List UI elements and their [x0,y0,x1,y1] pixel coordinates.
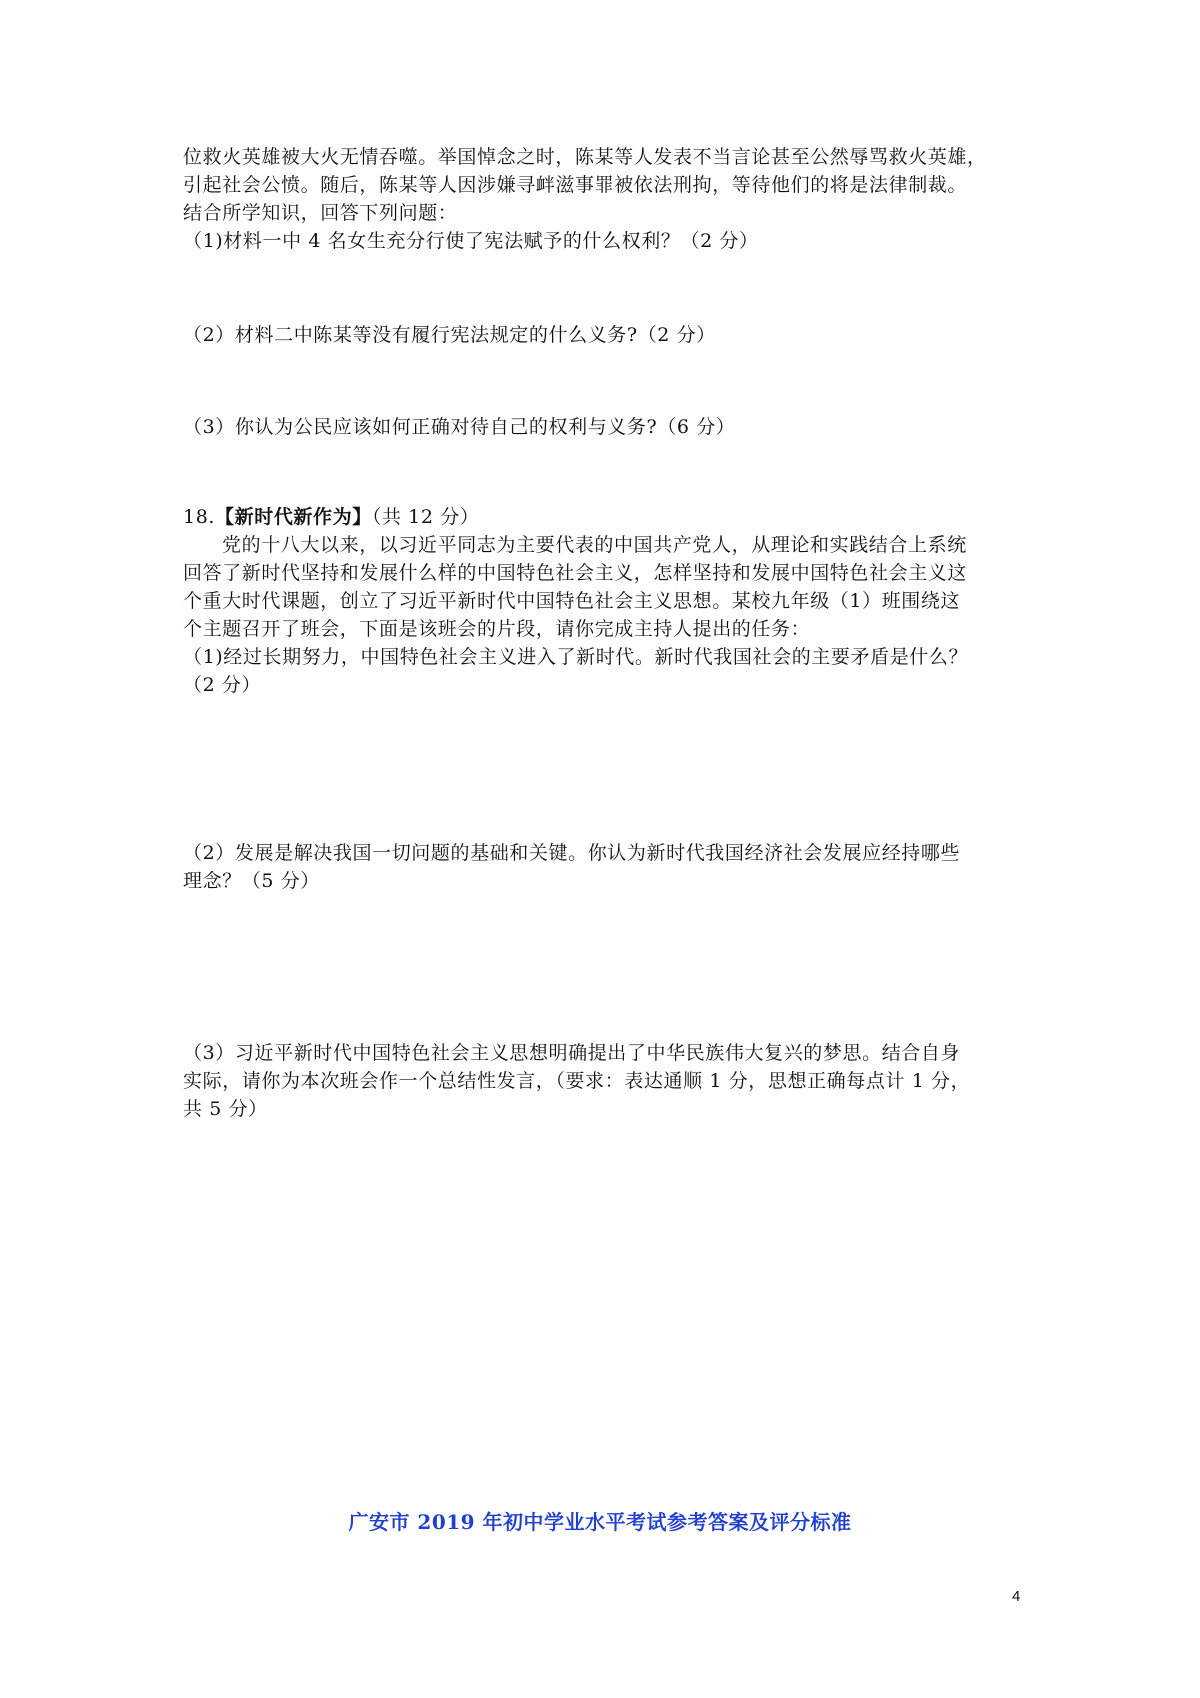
answer-key-title: 广安市 2019 年初中学业水平考试参考答案及评分标准 [348,1510,852,1534]
page-number: 4 [1012,1588,1021,1605]
q17-sub-question-2: （2）材料二中陈某等没有履行宪法规定的什么义务?（2 分） [183,324,716,346]
q18-sub-question-3-cont: 实际，请你为本次班会作一个总结性发言，（要求：表达通顺 1 分，思想正确每点计 1 分， [183,1070,971,1092]
q18-title: 【新时代新作为】 [215,506,372,528]
q18-number: 18. [183,506,216,528]
q17-sub-question-1: （1)材料一中 4 名女生充分行使了宪法赋予的什么权利？（2 分） [183,230,759,252]
q18-sub-question-3: （3）习近平新时代中国特色社会主义思想明确提出了中华民族伟大复兴的梦思。结合自身 [183,1042,961,1064]
q18-intro-line-1: 党的十八大以来，以习近平同志为主要代表的中国共产党人，从理论和实践结合上系统 [222,534,967,556]
q18-sub-question-3-score: 共 5 分） [183,1098,268,1120]
material-line-2: 引起社会公愤。随后，陈某等人因涉嫌寻衅滋事罪被依法刑拘，等待他们的将是法律制裁。 [183,174,968,196]
q18-heading [183,504,479,530]
q18-intro-line-4: 个主题召开了班会，下面是该班会的片段，请你完成主持人提出的任务： [183,618,811,640]
material-line-1: 位救火英雄被大火无情吞噬。举国悼念之时，陈某等人发表不当言论甚至公然辱骂救火英雄， [183,146,987,168]
q18-sub-question-2: （2）发展是解决我国一切问题的基础和关键。你认为新时代我国经济社会发展应经持哪些 [183,842,961,864]
q18-intro-line-2: 回答了新时代坚持和发展什么样的中国特色社会主义，怎样坚持和发展中国特色社会主义这 [183,562,968,584]
q18-score: （共 12 分） [371,506,480,528]
material-line-3: 结合所学知识，回答下列问题： [183,202,458,224]
q18-sub-question-1: （1)经过长期努力，中国特色社会主义进入了新时代。新时代我国社会的主要矛盾是什么？ [183,646,969,668]
q17-sub-question-3: （3）你认为公民应该如何正确对待自己的权利与义务?（6 分） [183,416,736,438]
q18-intro-line-3: 个重大时代课题，创立了习近平新时代中国特色社会主义思想。某校九年级（1）班围绕这 [183,590,961,612]
q18-sub-question-2-cont: 理念？（5 分） [183,870,320,892]
q18-sub-question-1-score: （2 分） [183,674,262,696]
